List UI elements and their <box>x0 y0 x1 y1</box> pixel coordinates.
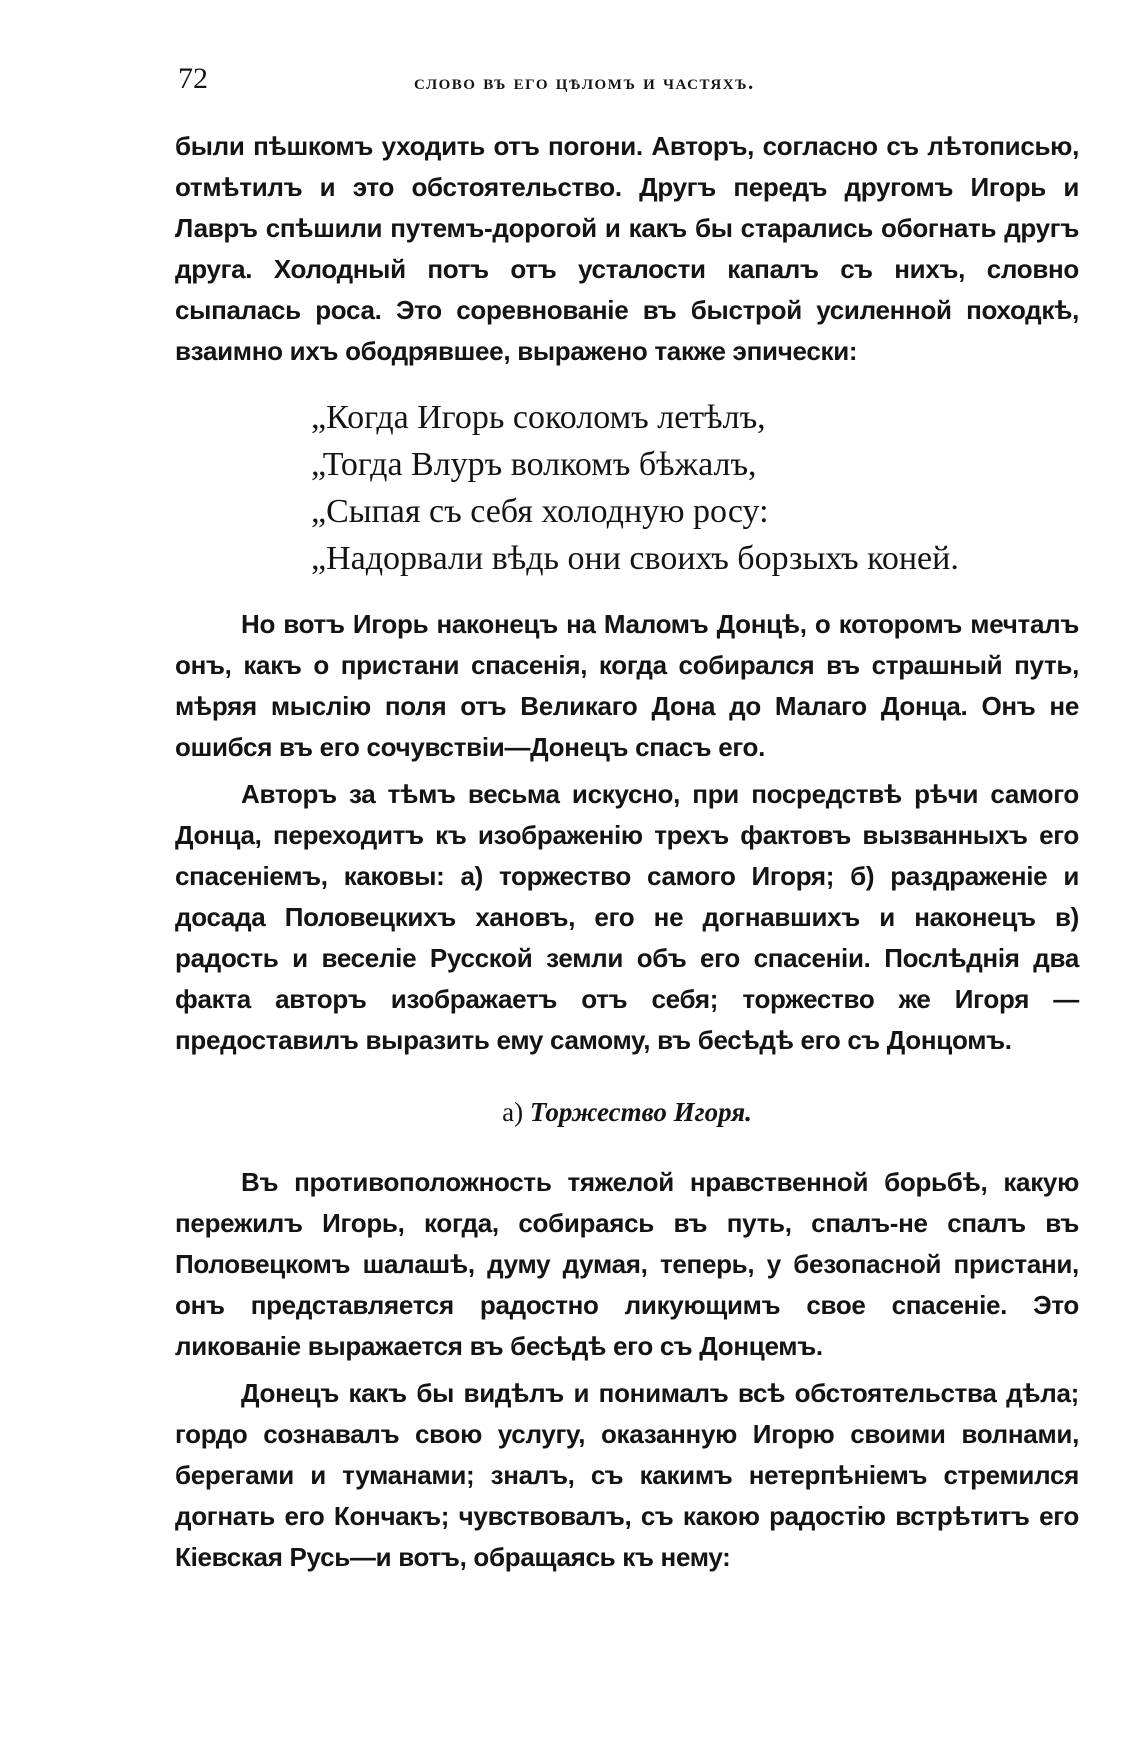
verse-line-1: „Когда Игорь соколомъ летѣлъ, <box>311 399 766 436</box>
paragraph-2: Но вотъ Игорь наконецъ на Маломъ Донцѣ, о которомъ мечталъ онъ, какъ о пристани спасенія, когда собирался въ страшный путь, мѣряя мыслію поля отъ Великаго Дона до Малаго Донца. Онъ не ошибся въ его сочувствіи—Донецъ спасъ его. <box>175 609 1079 762</box>
running-head: слово въ его цѣломъ и частяхъ. <box>414 70 755 94</box>
paragraph-4: Въ противоположность тяжелой нравственной борьбѣ, какую пережилъ Игорь, когда, собираясь въ путь, спалъ-не спалъ въ Половецкомъ шалашѣ, думу думая, теперь, у безопасной пристани, онъ представляется радостно ликующимъ свое спасеніе. Это ликованіе выражается въ бесѣдѣ его съ Донцемъ. <box>175 1167 1079 1361</box>
verse-line-2: „Тогда Влуръ волкомъ бѣжалъ, <box>311 446 757 483</box>
verse-quote <box>311 394 1079 582</box>
section-heading <box>175 1097 1079 1128</box>
section-marker: а) <box>502 1097 524 1127</box>
page-number: 72 <box>178 62 208 95</box>
body-text <box>175 126 1079 1578</box>
section-title: Торжество Игоря. <box>529 1097 752 1127</box>
paragraph-3: Авторъ за тѣмъ весьма искусно, при посредствѣ рѣчи самого Донца, переходитъ къ изображенію трехъ фактовъ вызванныхъ его спасеніемъ, каковы: а) торжество самого Игоря; б) раздраженіе и досада Половецкихъ хановъ, его не догнавшихъ и наконецъ в) радость и веселіе Русской земли объ его спасеніи. Послѣднія два факта авторъ изображаетъ отъ себя; торжество же Игоря — предоставилъ выразить ему самому, въ бесѣдѣ его съ Донцомъ. <box>175 779 1079 1055</box>
paragraph-5: Донецъ какъ бы видѣлъ и понималъ всѣ обстоятельства дѣла; гордо сознавалъ свою услугу, оказанную Игорю своими волнами, берегами и туманами; зналъ, съ какимъ нетерпѣніемъ стремился догнать его Кончакъ; чувствовалъ, съ какою радостію встрѣтитъ его Кіевская Русь—и вотъ, обращаясь къ нему: <box>175 1378 1079 1572</box>
page-header <box>178 62 1078 102</box>
paragraph-1: были пѣшкомъ уходить отъ погони. Авторъ, согласно съ лѣтописью, отмѣтилъ и это обстоятельство. Другъ передъ другомъ Игорь и Лавръ спѣшили путемъ-дорогой и какъ бы старались обогнать другъ друга. Холодный потъ отъ усталости капалъ съ нихъ, словно сыпалась роса. Это соревнованіе въ быстрой усиленной походкѣ, взаимно ихъ ободрявшее, выражено также эпически: <box>175 131 1079 366</box>
verse-line-3: „Сыпая съ себя холодную росу: <box>311 493 769 530</box>
verse-line-4: „Надорвали вѣдь они своихъ борзыхъ коней. <box>311 540 959 577</box>
